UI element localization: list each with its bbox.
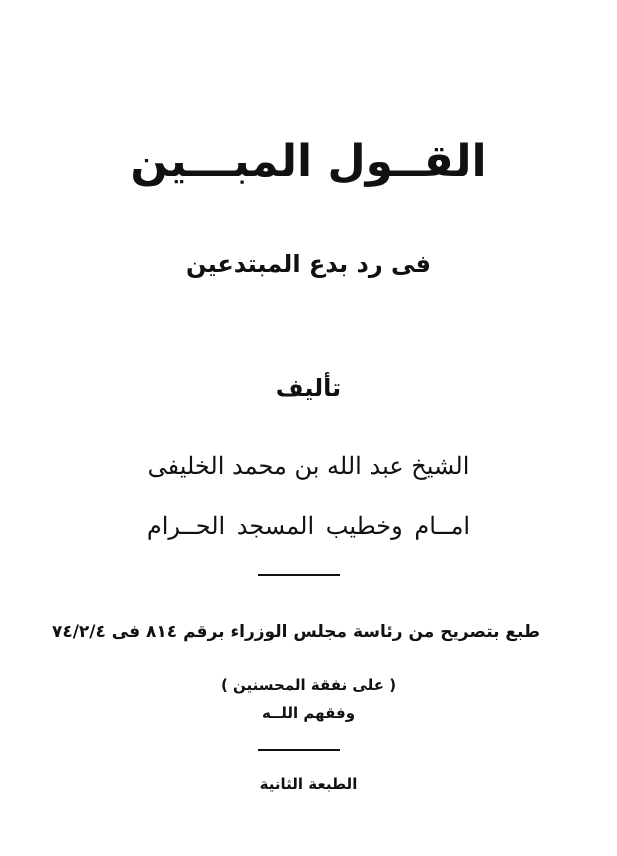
author-name: الشيخ عبد الله بن محمد الخليفى [147, 452, 470, 480]
author-label: تأليف [275, 374, 342, 402]
divider-bottom [258, 749, 340, 751]
book-subtitle: فى رد بدع المبتدعين [185, 250, 432, 278]
book-title: القــول المبـــين [130, 136, 487, 187]
divider-top [258, 574, 340, 576]
funding-note: ( على نفقة المحسنين ) [220, 676, 397, 694]
blessing-note: وفقهم اللــه [261, 704, 356, 722]
edition-label: الطبعة الثانية [259, 775, 358, 793]
author-role: امــام وخطيب المسجد الحــرام [146, 512, 471, 540]
publication-permit: طبع بتصريح من رئاسة مجلس الوزراء برقم ٨١٤ فى ٧٤/٢/٤ [51, 622, 540, 642]
